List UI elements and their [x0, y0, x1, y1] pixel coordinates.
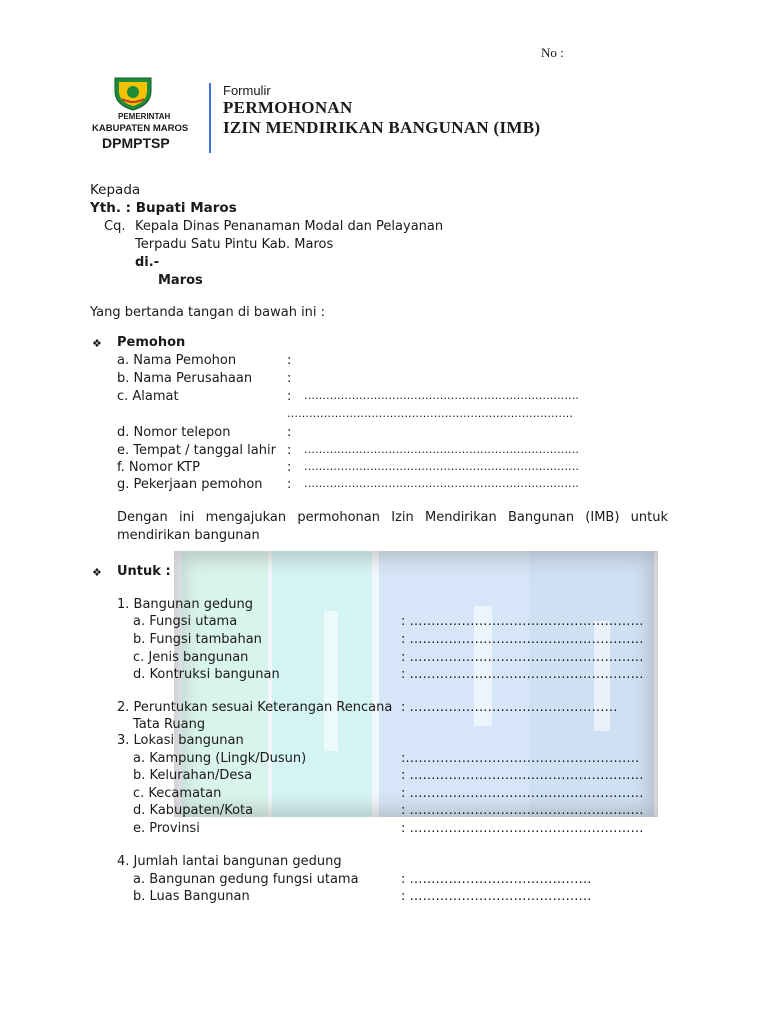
pemohon-field-colon: :: [287, 353, 292, 368]
untuk-item-label: b. Kelurahan/Desa: [133, 768, 253, 783]
untuk-item-label: d. Kontruksi bangunan: [133, 667, 280, 682]
pemohon-field-dots: …………………………………………………………………: [304, 443, 579, 456]
untuk-item-label: a. Kampung (Lingk/Dusun): [133, 751, 307, 766]
untuk-section-4-title: 4. Jumlah lantai bangunan gedung: [117, 854, 342, 869]
untuk-section-1-title: 1. Bangunan gedung: [117, 597, 253, 612]
statement-word: permohonan: [297, 510, 380, 525]
statement-line2: mendirikan bangunan: [117, 528, 260, 543]
bullet-icon: ❖: [92, 337, 102, 350]
maros-regency-logo-icon: [113, 75, 153, 111]
statement-word: (IMB): [585, 510, 620, 525]
untuk-item-value: : ………………………………………………: [401, 821, 644, 836]
section-heading-pemohon: Pemohon: [117, 335, 186, 350]
untuk-section-3-title: 3. Lokasi bangunan: [117, 733, 244, 748]
untuk-item-value: : ………………………………………………: [401, 614, 644, 629]
pemohon-field-label: b. Nama Perusahaan: [117, 371, 253, 386]
logo-text-dpmptsp: DPMPTSP: [102, 135, 170, 151]
statement-line1: [117, 510, 668, 525]
untuk-item-label: c. Jenis bangunan: [133, 650, 249, 665]
pemohon-field-label: d. Nomor telepon: [117, 425, 231, 440]
form-title-line2: IZIN MENDIRIKAN BANGUNAN (IMB): [223, 118, 541, 137]
untuk-item-label: b. Luas Bangunan: [133, 889, 250, 904]
pemohon-field-colon: :: [287, 443, 292, 458]
untuk-section-2-line1: 2. Peruntukan sesuai Keterangan Rencana: [117, 700, 393, 715]
untuk-item-value: : ………………………………………………: [401, 650, 644, 665]
pemohon-field-label: a. Nama Pemohon: [117, 353, 237, 368]
untuk-item-label: a. Fungsi utama: [133, 614, 238, 629]
untuk-item-value: : ……………………………………: [401, 872, 592, 887]
pemohon-field-dots: ……………………………………………………………………: [287, 407, 573, 420]
section-heading-untuk: Untuk :: [117, 564, 171, 579]
header-divider: [209, 83, 211, 153]
logo-text-kabupaten: KABUPATEN MAROS: [92, 123, 189, 134]
form-title-line1: PERMOHONAN: [223, 98, 353, 117]
logo-text-pemerintah: PEMERINTAH: [118, 112, 171, 121]
statement-word: mengajukan: [205, 510, 287, 525]
addressee-city: Maros: [158, 273, 203, 288]
addressee-cq-line2: Terpadu Satu Pintu Kab. Maros: [135, 237, 334, 252]
untuk-item-value: : ………………………………………………: [401, 667, 644, 682]
untuk-item-value: : ……………………………………: [401, 889, 592, 904]
untuk-item-value: : ………………………………………………: [401, 786, 644, 801]
pemohon-field-colon: :: [287, 389, 292, 404]
untuk-section-2-value: : …………………………………………: [401, 700, 618, 715]
addressee-cq-prefix: Cq.: [104, 219, 126, 234]
addressee-yth: Yth. : Bupati Maros: [90, 200, 237, 216]
untuk-item-label: d. Kabupaten/Kota: [133, 803, 254, 818]
statement-word: ini: [178, 510, 195, 525]
statement-word: Dengan: [117, 510, 168, 525]
untuk-item-value: : ………………………………………………: [401, 632, 644, 647]
statement-word: untuk: [630, 510, 668, 525]
pemohon-field-label: c. Alamat: [117, 389, 179, 404]
bullet-icon: ❖: [92, 566, 102, 579]
addressee-di: di.-: [135, 255, 160, 270]
pemohon-field-label: f. Nomor KTP: [117, 460, 200, 475]
pemohon-field-dots: …………………………………………………………………: [304, 477, 579, 490]
untuk-item-label: b. Fungsi tambahan: [133, 632, 262, 647]
untuk-item-label: a. Bangunan gedung fungsi utama: [133, 872, 359, 887]
pemohon-field-label: e. Tempat / tanggal lahir: [117, 443, 276, 458]
pemohon-field-label: g. Pekerjaan pemohon: [117, 477, 263, 492]
statement-word: Izin: [391, 510, 414, 525]
pemohon-field-colon: :: [287, 425, 292, 440]
pemohon-field-colon: :: [287, 460, 292, 475]
untuk-item-value: :………………………………………………: [401, 751, 640, 766]
form-number-label: No :: [541, 45, 564, 60]
addressee-cq-line1: Kepala Dinas Penanaman Modal dan Pelayanan: [135, 219, 444, 234]
addressee-kepada: Kepada: [90, 182, 141, 198]
pemohon-field-dots: …………………………………………………………………: [304, 460, 579, 473]
pemohon-field-colon: :: [287, 477, 292, 492]
untuk-item-label: e. Provinsi: [133, 821, 200, 836]
statement-word: Mendirikan: [424, 510, 497, 525]
form-label: Formulir: [223, 83, 271, 98]
untuk-section-2-line2: Tata Ruang: [133, 717, 206, 732]
statement-word: Bangunan: [508, 510, 575, 525]
untuk-item-label: c. Kecamatan: [133, 786, 222, 801]
pemohon-field-dots: …………………………………………………………………: [304, 389, 579, 402]
pemohon-field-colon: :: [287, 371, 292, 386]
intro-text: Yang bertanda tangan di bawah ini :: [90, 305, 326, 320]
untuk-item-value: : ………………………………………………: [401, 803, 644, 818]
untuk-item-value: : ………………………………………………: [401, 768, 644, 783]
